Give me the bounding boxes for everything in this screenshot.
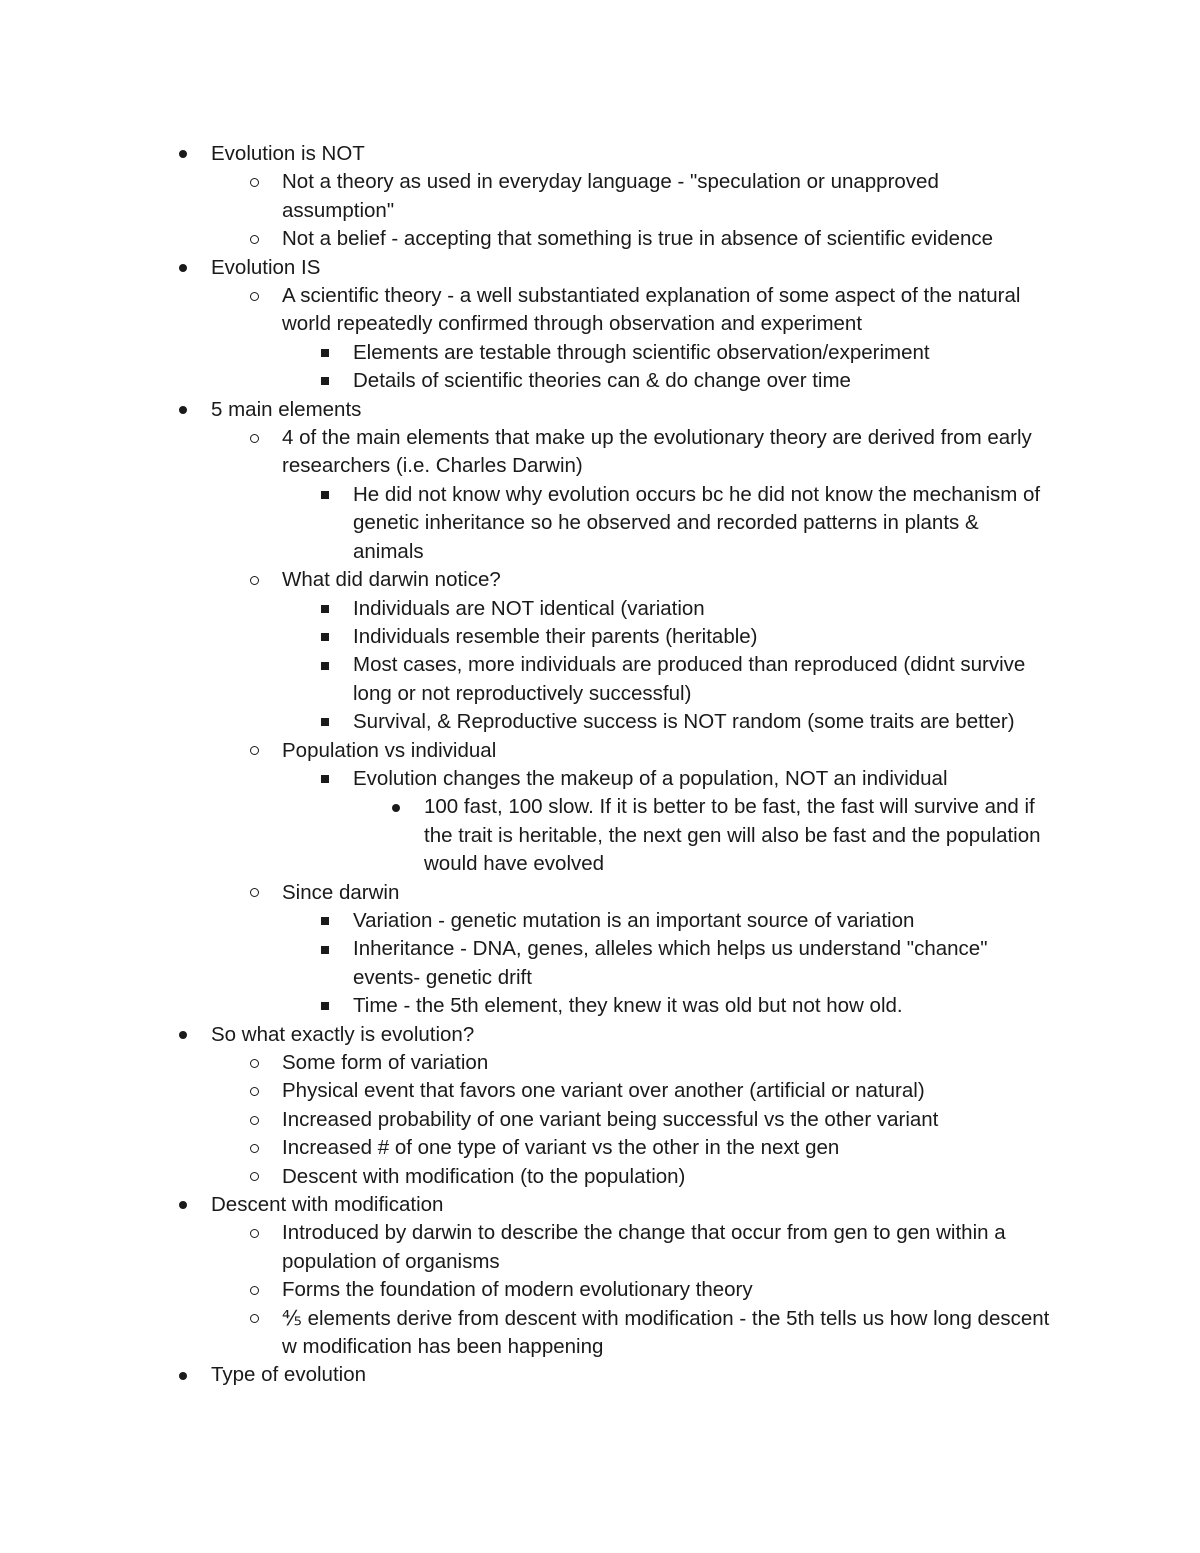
bullet-square-icon — [318, 623, 332, 651]
list-item-text: Individuals are NOT identical (variation — [353, 596, 705, 620]
bullet-circle-icon — [247, 1106, 261, 1134]
bullet-square-icon — [318, 708, 332, 736]
list-item-level-2 — [0, 1049, 1052, 1077]
list-item-text: Population vs individual — [282, 738, 497, 762]
list-item-level-1 — [0, 254, 1051, 282]
list-item-text: Since darwin — [282, 880, 400, 904]
bullet-square-icon — [318, 935, 332, 963]
bullet-circle-icon — [247, 1276, 261, 1304]
list-item-level-3 — [0, 992, 1053, 1020]
list-item-text: Elements are testable through scientific observation/experiment — [353, 340, 930, 364]
list-item-text: Introduced by darwin to describe the change that occur from gen to gen within a population of organisms — [282, 1221, 1006, 1273]
list-item-level-2 — [0, 1134, 1052, 1162]
list-item-level-1 — [0, 140, 1051, 168]
list-item-level-2 — [0, 424, 1052, 481]
list-item-level-2 — [0, 566, 1052, 594]
list-item-text: 4 of the main elements that make up the evolutionary theory are derived from early researchers (i.e. Charles Darwin) — [282, 426, 1032, 478]
bullet-disc-icon — [389, 793, 403, 821]
list-item-level-2 — [0, 1305, 1052, 1362]
bullet-disc-icon — [176, 1021, 190, 1049]
list-item-text: Inheritance - DNA, genes, alleles which helps us understand "chance" events- genetic drift — [353, 937, 988, 989]
bullet-disc-icon — [176, 140, 190, 168]
list-item-text: Variation - genetic mutation is an important source of variation — [353, 908, 915, 932]
bullet-circle-icon — [247, 1305, 261, 1333]
bullet-disc-icon — [176, 254, 190, 282]
list-item-level-3 — [0, 595, 1053, 623]
list-item-text: Not a theory as used in everyday language - "speculation or unapproved assumption" — [282, 170, 939, 222]
bullet-circle-icon — [247, 282, 261, 310]
list-item-text: Evolution is NOT — [211, 142, 365, 165]
list-item-level-3 — [0, 765, 1053, 793]
list-item-text: A scientific theory - a well substantiated explanation of some aspect of the natural world repeatedly confirmed through observation and experiment — [282, 284, 1021, 336]
list-item-text: Survival, & Reproductive success is NOT random (some traits are better) — [353, 710, 1015, 734]
bullet-circle-icon — [247, 1134, 261, 1162]
bullet-square-icon — [318, 339, 332, 367]
document-body — [0, 140, 1200, 1390]
bullet-square-icon — [318, 765, 332, 793]
list-item-level-1 — [0, 1021, 1051, 1049]
bullet-square-icon — [318, 595, 332, 623]
list-item-level-1 — [0, 1361, 1051, 1389]
bullet-circle-icon — [247, 566, 261, 594]
list-item-level-4 — [0, 793, 1054, 878]
bullet-circle-icon — [247, 1077, 261, 1105]
bullet-disc-icon — [176, 1191, 190, 1219]
list-item-text: ⅘ elements derive from descent with modification - the 5th tells us how long descent w modification has been happening — [282, 1306, 1050, 1359]
list-item-level-3 — [0, 708, 1053, 736]
list-item-level-2 — [0, 737, 1052, 765]
list-item-level-3 — [0, 367, 1053, 395]
list-item-level-1 — [0, 396, 1051, 424]
list-item-level-2 — [0, 1276, 1052, 1304]
list-item-level-3 — [0, 481, 1053, 566]
list-item-level-2 — [0, 879, 1052, 907]
bullet-circle-icon — [247, 225, 261, 253]
list-item-level-1 — [0, 1191, 1051, 1219]
list-item-text: Physical event that favors one variant over another (artificial or natural) — [282, 1079, 925, 1103]
bullet-square-icon — [318, 651, 332, 679]
list-item-text: 5 main elements — [211, 397, 362, 421]
list-item-text: Individuals resemble their parents (heritable) — [353, 624, 758, 648]
list-item-level-2 — [0, 168, 1052, 225]
list-item-level-2 — [0, 1163, 1052, 1191]
list-item-text: Evolution IS — [211, 255, 321, 279]
list-item-text: What did darwin notice? — [282, 568, 501, 592]
bullet-circle-icon — [247, 1163, 261, 1191]
list-item-level-2 — [0, 1106, 1052, 1134]
list-item-level-3 — [0, 339, 1053, 367]
list-item-level-3 — [0, 935, 1053, 992]
bullet-circle-icon — [247, 1219, 261, 1247]
outline-list — [0, 140, 1200, 1390]
bullet-circle-icon — [247, 1049, 261, 1077]
list-item-text: Descent with modification — [211, 1193, 444, 1217]
list-item-text: Most cases, more individuals are produced than reproduced (didnt survive long or not reproductively successful) — [353, 653, 1026, 705]
bullet-circle-icon — [247, 737, 261, 765]
list-item-level-2 — [0, 225, 1052, 253]
list-item-level-3 — [0, 907, 1053, 935]
list-item-text: Forms the foundation of modern evolutionary theory — [282, 1278, 753, 1302]
list-item-text: He did not know why evolution occurs bc he did not know the mechanism of genetic inheritance so he observed and recorded patterns in plants & animals — [353, 482, 1041, 563]
list-item-text: Descent with modification (to the population) — [282, 1164, 686, 1188]
list-item-text: Details of scientific theories can & do change over time — [353, 369, 851, 393]
list-item-text: Not a belief - accepting that something is true in absence of scientific evidence — [282, 227, 994, 251]
bullet-circle-icon — [247, 168, 261, 196]
list-item-text: So what exactly is evolution? — [211, 1022, 475, 1046]
bullet-disc-icon — [176, 1361, 190, 1389]
bullet-square-icon — [318, 481, 332, 509]
list-item-text: 100 fast, 100 slow. If it is better to be fast, the fast will survive and if the trait is heritable, the next gen will also be fast and the population would have evolved — [424, 795, 1041, 876]
list-item-text: Type of evolution — [211, 1363, 366, 1387]
bullet-square-icon — [318, 367, 332, 395]
bullet-square-icon — [318, 907, 332, 935]
list-item-text: Increased probability of one variant being successful vs the other variant — [282, 1107, 939, 1131]
list-item-text: Evolution changes the makeup of a population, NOT an individual — [353, 766, 948, 790]
list-item-level-2 — [0, 1219, 1052, 1276]
list-item-text: Increased # of one type of variant vs the other in the next gen — [282, 1136, 840, 1160]
bullet-square-icon — [318, 992, 332, 1020]
list-item-level-2 — [0, 282, 1052, 339]
list-item-level-3 — [0, 623, 1053, 651]
bullet-circle-icon — [247, 424, 261, 452]
list-item-text: Some form of variation — [282, 1051, 489, 1074]
list-item-text: Time - the 5th element, they knew it was old but not how old. — [353, 994, 903, 1018]
bullet-disc-icon — [176, 396, 190, 424]
bullet-circle-icon — [247, 879, 261, 907]
list-item-level-3 — [0, 651, 1053, 708]
list-item-level-2 — [0, 1077, 1052, 1105]
